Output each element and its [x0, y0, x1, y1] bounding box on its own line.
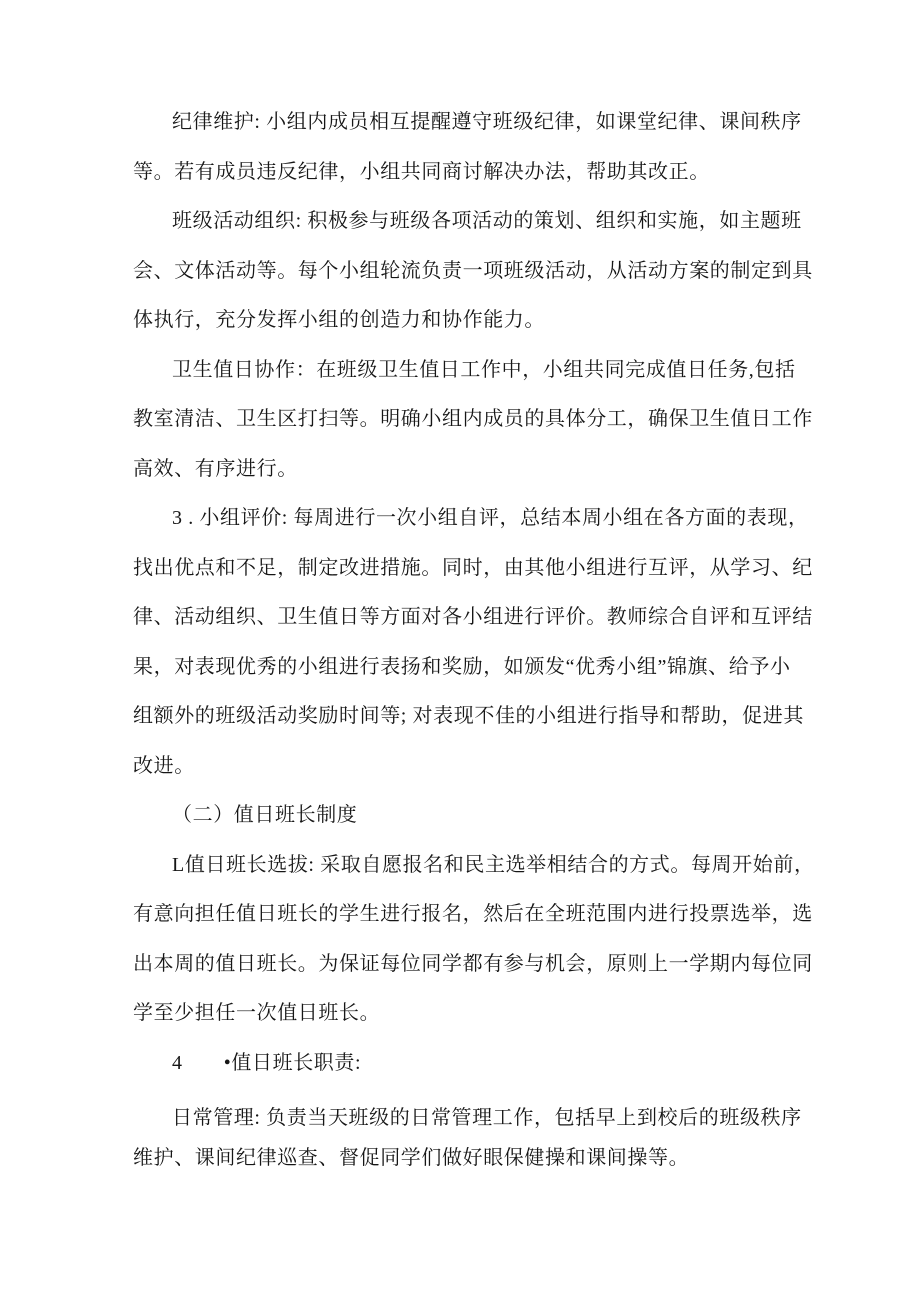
text-line: 学至少担任一次值日班长。: [133, 1002, 381, 1024]
text-line: 日常管理: 负责当天班级的日常管理工作，包括早上到校后的班级秩序: [172, 1107, 802, 1129]
text-line: 改进。: [133, 754, 195, 777]
section-heading: （二）值日班长制度: [172, 804, 358, 826]
heading-duty-monitor-system: [133, 791, 833, 841]
text-line: 班级活动组织: 积极参与班级各项活动的策划、组织和实施，如主题班: [172, 210, 802, 232]
text-line: 出本周的值日班长。为保证每位同学都有参与机会，原则上一学期内每位同: [133, 952, 813, 975]
paragraph-discipline-maintenance: [133, 98, 833, 197]
text-line: 等。若有成员违反纪律，小组共同商讨解决办法，帮助其改正。: [133, 160, 710, 183]
text-line: 找出优点和不足，制定改进措施。同时，由其他小组进行互评，从学习、纪: [133, 556, 813, 579]
text-line: L值日班长选拔: 采取自愿报名和民主选举相结合的方式。每周开始前，: [172, 853, 815, 876]
text-line: 会、文体活动等。每个小组轮流负责一项班级活动，从活动方案的制定到具: [133, 259, 813, 282]
text-line: 教室清洁、卫生区打扫等。明确小组内成员的具体分工，确保卫生值日工作: [133, 408, 813, 430]
text-line: 体执行，充分发挥小组的创造力和协作能力。: [133, 309, 545, 331]
text-line: 组额外的班级活动奖励时间等; 对表现不佳的小组进行指导和帮助，促进其: [133, 705, 804, 727]
text-line: 卫生值日协作：在班级卫生值日工作中，小组共同完成值日任务,包括: [172, 358, 796, 381]
text-line: 纪律维护: 小组内成员相互提醒遵守班级纪律，如课堂纪律、课间秩序: [172, 111, 802, 133]
paragraph-duty-monitor-selection: [133, 841, 833, 1039]
paragraph-class-activity-organization: [133, 197, 833, 346]
document-body: [133, 98, 833, 1178]
section-heading: 4 •值日班长职责:: [172, 1051, 362, 1074]
text-line: 维护、课间纪律巡查、督促同学们做好眼保健操和课间操等。: [133, 1147, 690, 1169]
text-line: 果，对表现优秀的小组进行表扬和奖励，如颁发“优秀小组”锦旗、给予小: [133, 655, 791, 678]
text-line: 有意向担任值日班长的学生进行报名，然后在全班范围内进行投票选举，选: [133, 903, 813, 925]
text-line: 律、活动组织、卫生值日等方面对各小组进行评价。教师综合自评和互评结: [133, 606, 813, 628]
paragraph-daily-management: [133, 1098, 833, 1178]
text-line: 高效、有序进行。: [133, 457, 298, 480]
heading-duty-monitor-duties: [133, 1039, 833, 1089]
paragraph-group-evaluation: [133, 494, 833, 791]
text-line: 3 . 小组评价: 每周进行一次小组自评，总结本周小组在各方面的表现，: [172, 507, 809, 529]
paragraph-hygiene-duty-cooperation: [133, 346, 833, 495]
